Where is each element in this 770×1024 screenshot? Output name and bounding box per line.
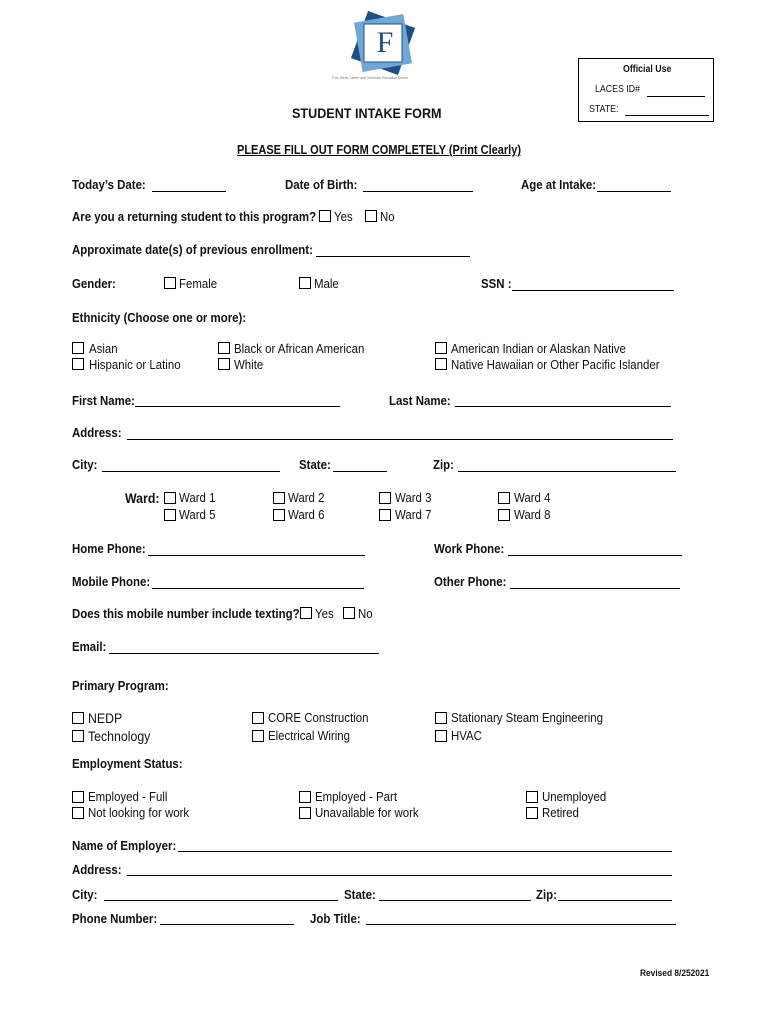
zip-label: Zip: [433, 457, 454, 472]
state-label: STATE: [589, 104, 619, 115]
ward-checkbox[interactable] [498, 492, 510, 504]
ethnicity-option: Black or African American [234, 341, 365, 356]
official-use-box [578, 58, 714, 122]
gender-female-checkbox[interactable] [164, 277, 176, 289]
gender-male-label: Male [314, 276, 339, 291]
employer-name-label: Name of Employer: [72, 838, 177, 853]
employment-status-label: Employment Status: [72, 756, 183, 771]
job-title-label: Job Title: [310, 911, 361, 926]
mobile-phone-label: Mobile Phone: [72, 574, 151, 589]
employer-state-label: State: [344, 887, 376, 902]
employment-option: Unemployed [542, 789, 607, 804]
program-checkbox[interactable] [435, 712, 447, 724]
employer-city-field[interactable] [104, 900, 338, 901]
employment-option: Unavailable for work [315, 805, 419, 820]
ethnicity-checkbox[interactable] [218, 358, 230, 370]
program-checkbox[interactable] [435, 730, 447, 742]
employer-city-label: City: [72, 887, 98, 902]
employment-checkbox[interactable] [72, 807, 84, 819]
program-option: Stationary Steam Engineering [451, 710, 603, 725]
last-name-label: Last Name: [389, 393, 451, 408]
primary-program-label: Primary Program: [72, 678, 169, 693]
ward-checkbox[interactable] [164, 492, 176, 504]
official-use-title: Official Use [623, 64, 672, 75]
ward-option: Ward 1 [179, 490, 216, 505]
job-title-field[interactable] [366, 924, 676, 925]
other-phone-label: Other Phone: [434, 574, 507, 589]
email-label: Email: [72, 639, 107, 654]
employment-option: Retired [542, 805, 579, 820]
ethnicity-checkbox[interactable] [72, 342, 84, 354]
state-field[interactable] [625, 115, 709, 116]
dob-field[interactable] [363, 191, 473, 192]
employment-checkbox[interactable] [72, 791, 84, 803]
logo-tagline: Four Wells Career and Technical Education Center [332, 76, 409, 80]
texting-no-checkbox[interactable] [343, 607, 355, 619]
employer-address-label: Address: [72, 862, 122, 877]
ssn-field[interactable] [512, 290, 674, 291]
ssn-label: SSN : [481, 276, 512, 291]
ward-option: Ward 8 [514, 507, 551, 522]
returning-no-label: No [380, 209, 395, 224]
home-phone-label: Home Phone: [72, 541, 146, 556]
city-field[interactable] [102, 471, 280, 472]
returning-yes-label: Yes [334, 209, 353, 224]
gender-female-label: Female [179, 276, 218, 291]
ward-option: Ward 2 [288, 490, 325, 505]
employment-option: Employed - Full [88, 789, 168, 804]
employer-address-field[interactable] [127, 875, 672, 876]
employment-option: Not looking for work [88, 805, 190, 820]
program-checkbox[interactable] [252, 712, 264, 724]
first-name-field[interactable] [135, 406, 340, 407]
program-option: HVAC [451, 728, 482, 743]
other-phone-field[interactable] [510, 588, 680, 589]
program-checkbox[interactable] [72, 712, 84, 724]
ward-checkbox[interactable] [273, 509, 285, 521]
employment-option: Employed - Part [315, 789, 398, 804]
ward-checkbox[interactable] [273, 492, 285, 504]
employer-phone-label: Phone Number: [72, 911, 158, 926]
ward-option: Ward 6 [288, 507, 325, 522]
dob-label: Date of Birth: [285, 177, 358, 192]
revised-date: Revised 8/252021 [640, 968, 710, 979]
last-name-field[interactable] [455, 406, 671, 407]
employer-name-field[interactable] [178, 851, 672, 852]
program-option: NEDP [88, 710, 123, 726]
ward-option: Ward 3 [395, 490, 432, 505]
ward-checkbox[interactable] [498, 509, 510, 521]
ethnicity-option: Native Hawaiian or Other Pacific Islander [451, 357, 660, 372]
todays-date-label: Today’s Date: [72, 177, 146, 192]
gender-male-checkbox[interactable] [299, 277, 311, 289]
state-field[interactable] [333, 471, 387, 472]
prev-enrollment-field[interactable] [316, 256, 470, 257]
state-label: State: [299, 457, 331, 472]
logo-letter: F [376, 26, 394, 59]
page-title: STUDENT INTAKE FORM [292, 105, 442, 121]
program-option: Technology [88, 728, 151, 744]
ward-option: Ward 7 [395, 507, 432, 522]
ethnicity-option: Asian [89, 341, 118, 356]
address-label: Address: [72, 425, 122, 440]
texting-question: Does this mobile number include texting? [72, 606, 300, 621]
mobile-phone-field[interactable] [152, 588, 364, 589]
first-name-label: First Name: [72, 393, 135, 408]
ward-checkbox[interactable] [379, 492, 391, 504]
todays-date-field[interactable] [152, 191, 226, 192]
texting-yes-label: Yes [315, 606, 334, 621]
logo [332, 8, 432, 88]
program-option: CORE Construction [268, 710, 369, 725]
ethnicity-option: Hispanic or Latino [89, 357, 181, 372]
ward-checkbox[interactable] [379, 509, 391, 521]
instructions: PLEASE FILL OUT FORM COMPLETELY (Print Clearly) [237, 143, 522, 157]
employment-checkbox[interactable] [526, 807, 538, 819]
work-phone-field[interactable] [508, 555, 682, 556]
employment-checkbox[interactable] [526, 791, 538, 803]
ethnicity-checkbox[interactable] [435, 358, 447, 370]
gender-label: Gender: [72, 276, 116, 291]
city-label: City: [72, 457, 98, 472]
employer-zip-label: Zip: [536, 887, 557, 902]
program-checkbox[interactable] [252, 730, 264, 742]
email-field[interactable] [109, 653, 379, 654]
ward-option: Ward 5 [179, 507, 216, 522]
employment-checkbox[interactable] [299, 807, 311, 819]
texting-no-label: No [358, 606, 373, 621]
employer-phone-field[interactable] [160, 924, 294, 925]
age-label: Age at Intake: [521, 177, 597, 192]
ethnicity-checkbox[interactable] [218, 342, 230, 354]
work-phone-label: Work Phone: [434, 541, 505, 556]
employer-zip-field[interactable] [558, 900, 672, 901]
prev-enrollment-label: Approximate date(s) of previous enrollment: [72, 242, 313, 257]
ethnicity-option: White [234, 357, 264, 372]
returning-yes-checkbox[interactable] [319, 210, 331, 222]
home-phone-field[interactable] [148, 555, 365, 556]
returning-no-checkbox[interactable] [365, 210, 377, 222]
program-option: Electrical Wiring [268, 728, 351, 743]
ethnicity-label: Ethnicity (Choose one or more): [72, 310, 247, 325]
employment-checkbox[interactable] [299, 791, 311, 803]
texting-yes-checkbox[interactable] [300, 607, 312, 619]
laces-id-field[interactable] [647, 96, 705, 97]
ethnicity-option: American Indian or Alaskan Native [451, 341, 626, 356]
ward-checkbox[interactable] [164, 509, 176, 521]
zip-field[interactable] [458, 471, 676, 472]
age-field[interactable] [597, 191, 671, 192]
program-checkbox[interactable] [72, 730, 84, 742]
ward-option: Ward 4 [514, 490, 551, 505]
laces-id-label: LACES ID# [595, 84, 641, 95]
ethnicity-checkbox[interactable] [72, 358, 84, 370]
ethnicity-checkbox[interactable] [435, 342, 447, 354]
ward-label: Ward: [125, 490, 160, 506]
address-field[interactable] [127, 439, 673, 440]
returning-question: Are you a returning student to this program? [72, 209, 317, 224]
employer-state-field[interactable] [379, 900, 531, 901]
